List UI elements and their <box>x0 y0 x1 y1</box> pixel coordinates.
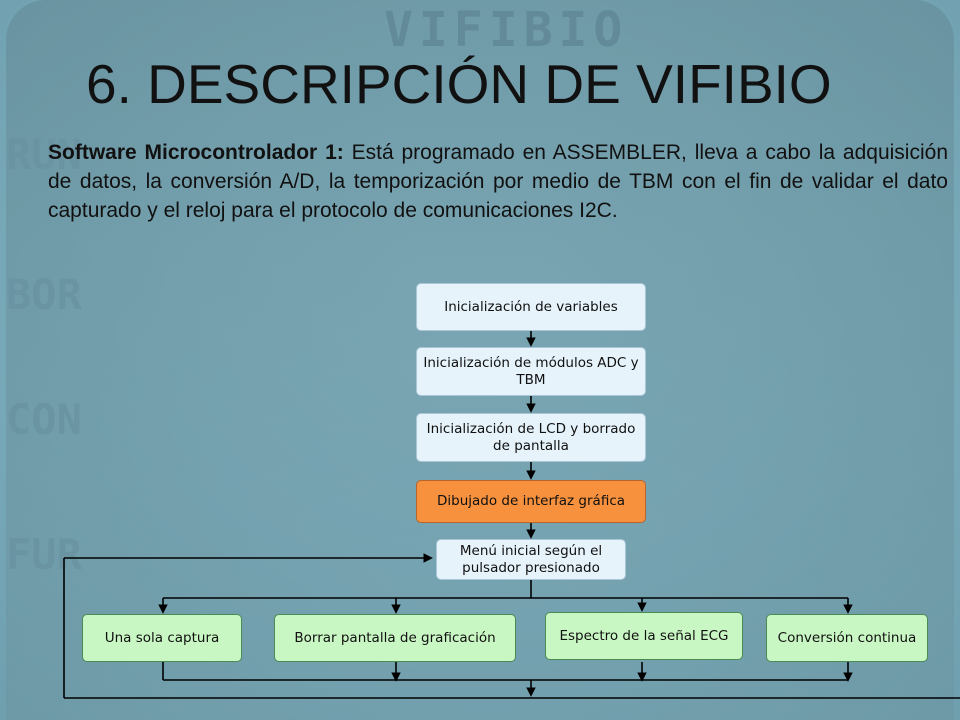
slide-title: 6. DESCRIPCIÓN DE VIFIBIO <box>86 53 832 115</box>
flow-option-ecg-spectrum: Espectro de la señal ECG <box>545 612 743 660</box>
flow-step-initial-menu: Menú inicial según el pulsador presionado <box>436 539 626 580</box>
flow-option-clear-screen: Borrar pantalla de graficación <box>274 614 516 662</box>
description-text: Está programado en ASSEMBLER, lleva a cabo la adquisición de datos, la conversión A/D, la temporización por medio de TBM con el fin de validar el dato capturado y el reloj para el protocolo de comunicaciones I2C. <box>48 141 948 222</box>
flow-step-init-variables: Inicialización de variables <box>416 283 646 331</box>
description-label: Software Microcontrolador 1: <box>48 141 344 164</box>
background-side-label: CON <box>6 395 82 444</box>
flow-option-continuous-conversion: Conversión continua <box>766 614 928 662</box>
flow-step-draw-interface: Dibujado de interfaz gráfica <box>416 480 646 523</box>
flow-step-init-modules: Inicialización de módulos ADC y TBM <box>416 347 646 396</box>
flow-option-single-capture: Una sola captura <box>82 614 242 662</box>
background-side-label: RUN <box>6 130 82 179</box>
background-watermark-title: VIFIBIO <box>384 2 629 58</box>
background-side-label: FUR <box>6 530 82 579</box>
background-side-label: BOR <box>6 270 82 319</box>
flow-step-init-lcd: Inicialización de LCD y borrado de pantalla <box>416 413 646 462</box>
